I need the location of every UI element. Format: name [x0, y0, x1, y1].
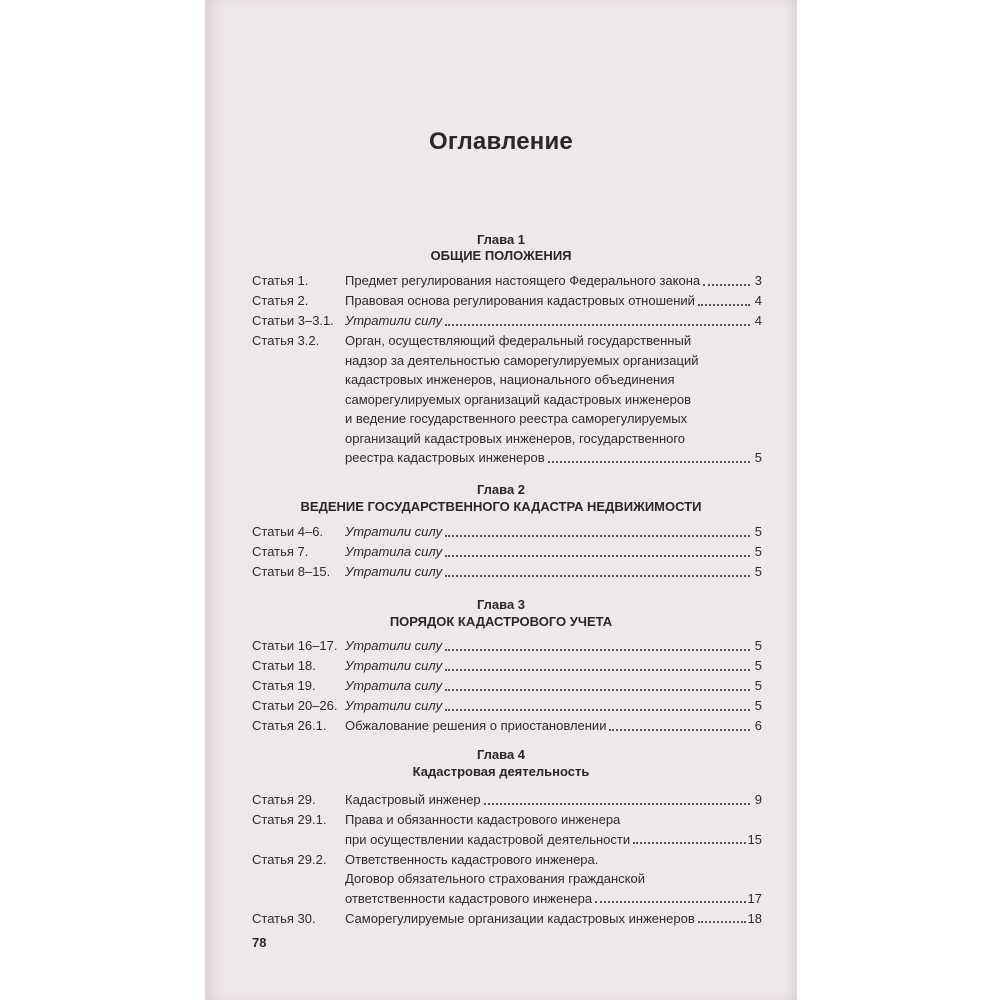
entry-page-number: 5	[754, 658, 762, 673]
entry-title-line: организаций кадастровых инженеров, государственного	[345, 430, 686, 446]
entry-title-line: Саморегулируемые организации кадастровых инженеров	[345, 910, 695, 926]
book-page	[205, 0, 797, 1000]
entry-page-number: 5	[754, 564, 762, 579]
entry-page-number: 18	[747, 910, 762, 926]
entry-title-line: Правовая основа регулирования кадастровых отношений	[345, 293, 695, 308]
article-number: Статьи 18.	[252, 658, 316, 673]
entry-title-line: Утратили силу	[345, 658, 443, 673]
chapter-label: Глава 1	[476, 232, 526, 247]
entry-page-number: 5	[754, 524, 762, 539]
article-number: Статья 1.	[252, 273, 309, 288]
entry-title-line: Утратили силу	[345, 524, 443, 539]
entry-page-number: 5	[754, 638, 762, 653]
entry-title-line: Утратила силу	[345, 678, 443, 693]
dot-leader	[445, 649, 750, 651]
entry-title-line: Обжалование решения о приостановлении	[345, 718, 607, 733]
chapter-label: Глава 2	[476, 482, 526, 497]
dot-leader	[445, 324, 750, 326]
entry-title-line: реестра кадастровых инженеров	[345, 450, 545, 465]
dot-leader	[445, 535, 750, 537]
page-number: 78	[252, 935, 267, 950]
dot-leader	[703, 284, 750, 286]
entry-title-line: Права и обязанности кадастрового инженера	[345, 812, 621, 827]
chapter-label: Глава 4	[476, 747, 526, 762]
entry-page-number: 15	[747, 831, 762, 847]
entry-page-number: 5	[754, 678, 762, 693]
entry-page-number: 6	[754, 718, 762, 733]
dot-leader	[595, 901, 745, 903]
entry-page-number: 5	[754, 698, 762, 713]
article-number: Статья 2.	[252, 293, 309, 308]
entry-title-line: ответственности кадастрового инженера	[345, 890, 593, 906]
article-number: Статья 26.1.	[252, 718, 327, 733]
dot-leader	[445, 575, 750, 577]
entry-title-line: Утратили силу	[345, 313, 443, 328]
entry-title-line: Утратили силу	[345, 564, 443, 579]
dot-leader	[445, 669, 750, 671]
dot-leader	[445, 709, 750, 711]
chapter-title: ВЕДЕНИЕ ГОСУДАРСТВЕННОГО КАДАСТРА НЕДВИЖИМОСТИ	[300, 499, 702, 514]
entry-title-line: при осуществлении кадастровой деятельности	[345, 831, 631, 847]
article-number: Статьи 8–15.	[252, 564, 331, 579]
dot-leader	[698, 921, 746, 923]
article-number: Статья 29.2.	[252, 851, 327, 867]
entry-page-number: 17	[747, 890, 762, 906]
dot-leader	[548, 461, 750, 463]
entry-title-line: Договор обязательного страхования гражданской	[345, 871, 646, 886]
entry-title-line: Ответственность кадастрового инженера.	[345, 851, 599, 867]
dot-leader	[698, 304, 750, 306]
toc-title: Оглавление	[429, 128, 573, 155]
entry-title-line: кадастровых инженеров, национального объединения	[345, 372, 675, 387]
entry-title-line: саморегулируемых организаций кадастровых инженеров	[345, 391, 692, 407]
article-number: Статьи 16–17.	[252, 638, 338, 653]
entry-title-line: Утратили силу	[345, 698, 443, 713]
chapter-title: Кадастровая деятельность	[412, 764, 590, 779]
entry-title-line: Орган, осуществляющий федеральный государственный	[345, 333, 692, 348]
entry-page-number: 4	[754, 313, 762, 328]
article-number: Статьи 3–3.1.	[252, 313, 334, 328]
article-number: Статья 29.1.	[252, 812, 327, 827]
chapter-title: ПОРЯДОК КАДАСТРОВОГО УЧЕТА	[389, 614, 613, 629]
article-number: Статья 30.	[252, 910, 316, 926]
entry-title-line: Утратила силу	[345, 544, 443, 559]
dot-leader	[609, 729, 750, 731]
entry-page-number: 9	[754, 792, 762, 807]
article-number: Статья 19.	[252, 678, 316, 693]
dot-leader	[633, 842, 745, 844]
dot-leader	[445, 555, 750, 557]
dot-leader	[484, 803, 750, 805]
entry-title-line: надзор за деятельностью саморегулируемых организаций	[345, 352, 699, 368]
entry-title-line: Предмет регулирования настоящего Федерального закона	[345, 273, 701, 288]
article-number: Статья 7.	[252, 544, 309, 559]
dot-leader	[445, 689, 750, 691]
chapter-label: Глава 3	[476, 597, 526, 612]
entry-title-line: и ведение государственного реестра саморегулируемых	[345, 411, 688, 426]
article-number: Статья 3.2.	[252, 333, 320, 348]
entry-page-number: 5	[754, 450, 762, 465]
entry-title-line: Кадастровый инженер	[345, 792, 481, 807]
article-number: Статьи 20–26.	[252, 698, 338, 713]
article-number: Статьи 4–6.	[252, 524, 324, 539]
entry-title-line: Утратили силу	[345, 638, 443, 653]
entry-page-number: 4	[754, 293, 762, 308]
entry-page-number: 5	[754, 544, 762, 559]
chapter-title: ОБЩИЕ ПОЛОЖЕНИЯ	[430, 248, 572, 263]
entry-page-number: 3	[754, 273, 762, 288]
article-number: Статья 29.	[252, 792, 316, 807]
